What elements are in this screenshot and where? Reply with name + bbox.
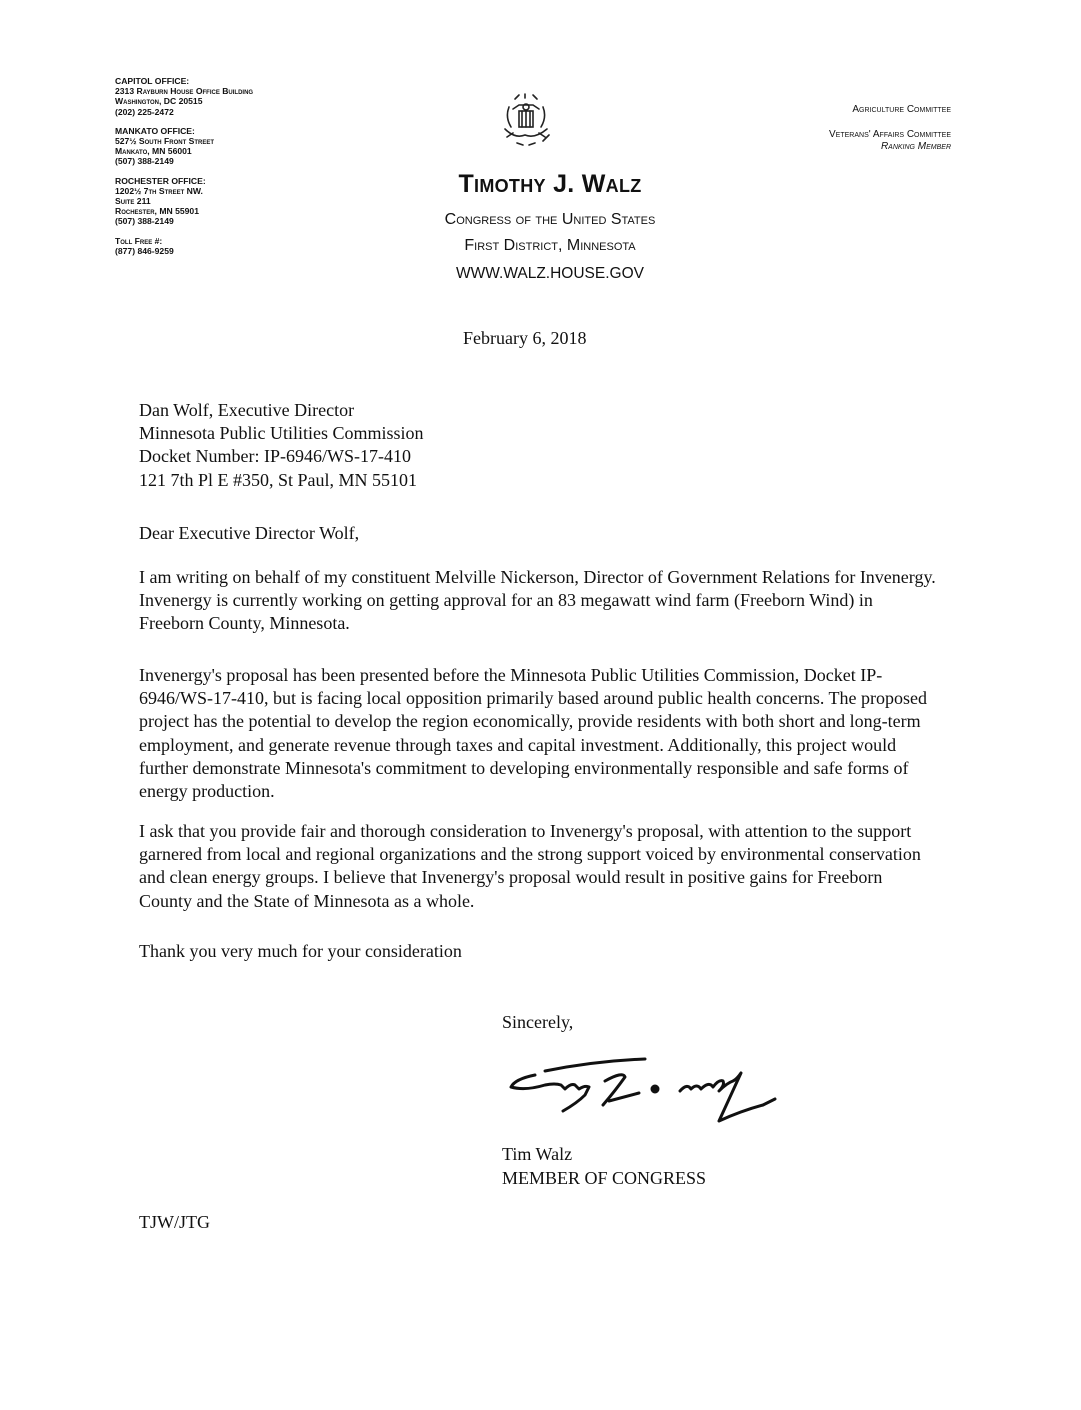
- capitol-office: [115, 76, 253, 117]
- office-line: 2313 Rayburn House Office Building: [115, 86, 254, 97]
- salutation: Dear Executive Director Wolf,: [139, 523, 360, 543]
- body-paragraph: I am writing on behalf of my constituent Melville Nickerson, Director of Government Relations for Invenergy. Invenergy is currently working on getting approval for an 83 megawatt wind farm (Freeborn Wind) in Freeborn County, Minnesota.: [139, 567, 936, 634]
- office-phone: (507) 388-2149: [115, 156, 174, 167]
- office-line: Mankato, MN 56001: [115, 146, 192, 157]
- toll-free: [115, 236, 253, 256]
- office-line: 1202½ 7th Street NW.: [115, 185, 203, 196]
- office-line: Rochester, MN 55901: [115, 206, 199, 217]
- veterans-affairs-committee: Veterans' Affairs Committee: [829, 128, 951, 140]
- committee-list: [829, 104, 951, 154]
- signer-title: MEMBER OF CONGRESS: [502, 1167, 707, 1188]
- office-label: CAPITOL OFFICE:: [115, 76, 190, 86]
- signer-block: [502, 1143, 706, 1190]
- office-label: MANKATO OFFICE:: [115, 125, 195, 136]
- member-name: Timothy J. Walz: [458, 170, 642, 198]
- congress-line: Congress of the United States: [444, 211, 656, 228]
- body-paragraph: I ask that you provide fair and thorough consideration to Invenergy's proposal, with attention to the support garnered from local and regional organizations and the strong support voiced by environmental conservation and clean energy groups. I believe that Invenergy's proposal would result in positive gains for Freeborn County and the State of Minnesota as a whole.: [139, 821, 921, 911]
- closing: Sincerely,: [502, 1012, 574, 1032]
- congressional-seal-icon: [497, 93, 555, 155]
- agriculture-committee: Agriculture Committee: [852, 104, 951, 115]
- handwritten-signature-icon: [505, 1055, 815, 1135]
- recipient-line: Minnesota Public Utilities Commission: [139, 423, 424, 444]
- office-phone: (877) 846-9259: [115, 245, 174, 256]
- recipient-address: [139, 399, 939, 492]
- signer-name: Tim Walz: [502, 1144, 573, 1164]
- recipient-line: 121 7th Pl E #350, St Paul, MN 55101: [139, 469, 418, 490]
- ranking-member-role: Ranking Member: [880, 141, 951, 152]
- mankato-office: [115, 126, 253, 167]
- office-phone: (202) 225-2472: [115, 106, 174, 117]
- reference-initials: TJW/JTG: [139, 1212, 210, 1232]
- office-label: ROCHESTER OFFICE:: [115, 175, 206, 186]
- rochester-office: [115, 176, 253, 227]
- recipient-line: Docket Number: IP-6946/WS-17-410: [139, 446, 411, 467]
- body-paragraph: Invenergy's proposal has been presented before the Minnesota Public Utilities Commission, Docket IP-6946/WS-17-410, but is facing local opposition primarily based around public health concerns. The proposed project has the potential to develop the region economically, provide residents with both short and long-term employment, and generate revenue through taxes and capital investment. Additionally, this project would further demonstrate Minnesota's commitment to developing environmentally responsible and safe forms of energy production.: [139, 665, 927, 802]
- recipient-line: Dan Wolf, Executive Director: [139, 400, 355, 420]
- office-addresses: [115, 76, 253, 265]
- office-line: Washington, DC 20515: [115, 96, 203, 107]
- office-line: 527½ South Front Street: [115, 136, 215, 147]
- office-line: Suite 211: [115, 196, 151, 207]
- office-label: Toll Free #:: [115, 235, 163, 246]
- district-line: First District, Minnesota: [464, 237, 636, 254]
- letter-date: February 6, 2018: [463, 328, 587, 348]
- website-link: WWW.WALZ.HOUSE.GOV: [455, 265, 644, 282]
- body-paragraph: Thank you very much for your consideration: [139, 941, 462, 961]
- office-phone: (507) 388-2149: [115, 216, 174, 227]
